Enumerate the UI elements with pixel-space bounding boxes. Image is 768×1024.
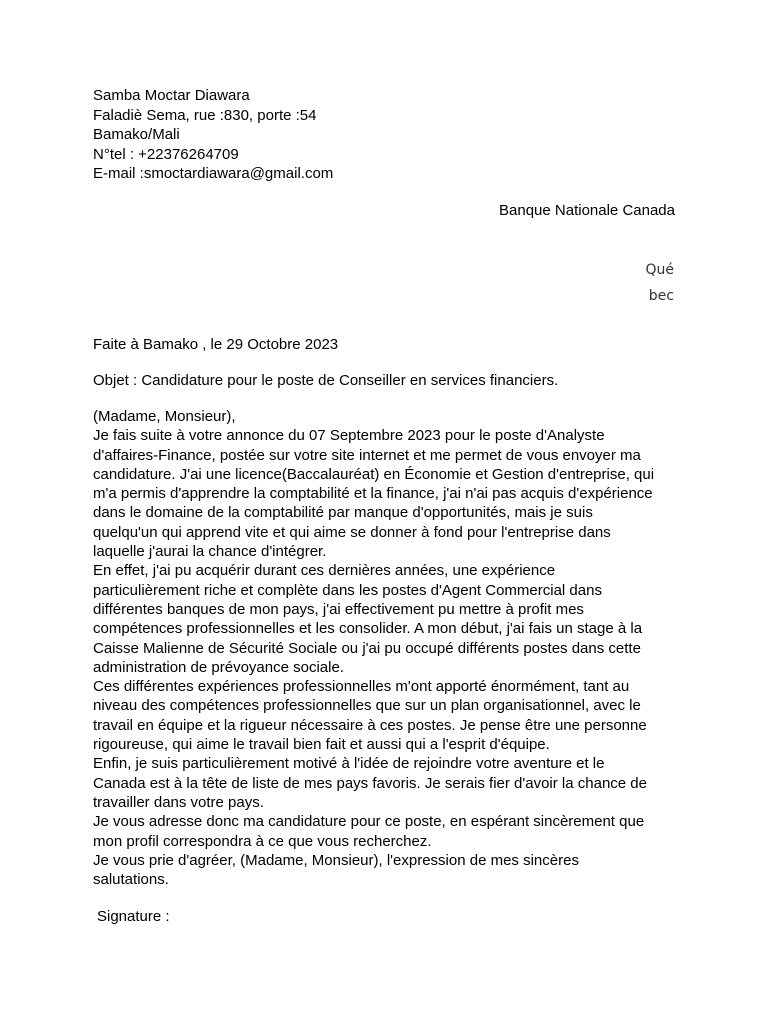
- body-line: salutations.: [93, 871, 169, 889]
- body-line: administration de prévoyance sociale.: [93, 658, 344, 676]
- sender-name: Samba Moctar Diawara: [93, 87, 250, 104]
- sender-city: Bamako/Mali: [93, 126, 180, 143]
- body-line: différentes banques de mon pays, j'ai effectivement pu mettre à profit mes: [93, 600, 584, 618]
- body-line: compétences professionnelles et les consolider. A mon début, j'ai fais un stage à la: [93, 620, 643, 638]
- body-line: Caisse Malienne de Sécurité Sociale ou j'ai pu occupé différents postes dans cette: [93, 639, 641, 657]
- body-line: Canada est à la tête de liste de mes pays favoris. Je serais fier d'avoir la chance de: [93, 774, 647, 792]
- subject-line: Objet : Candidature pour le poste de Conseiller en services financiers.: [93, 372, 559, 389]
- signature-label: Signature :: [97, 908, 170, 925]
- letter-body: [93, 407, 683, 889]
- body-line: Ces différentes expériences professionnelles m'ont apporté énormément, tant au: [93, 678, 630, 696]
- sender-phone: N°tel : +22376264709: [93, 145, 239, 163]
- recipient-city-line-2: bec: [648, 288, 674, 304]
- body-line: Enfin, je suis particulièrement motivé à l'idée de rejoindre votre aventure et le: [93, 755, 605, 773]
- body-line: Je vous adresse donc ma candidature pour ce poste, en espérant sincèrement que: [93, 813, 645, 831]
- place-date: Faite à Bamako , le 29 Octobre 2023: [93, 336, 339, 353]
- recipient-city-line-1: Qué: [645, 262, 674, 278]
- body-line: niveau des compétences professionnelles que sur un plan organisationnel, avec le: [93, 697, 641, 715]
- body-line: mon profil correspondra à ce que vous recherchez.: [93, 832, 432, 850]
- body-line: (Madame, Monsieur),: [93, 408, 236, 425]
- body-line: rigoureuse, qui aime le travail bien fait et aussi qui a l'esprit d'équipe.: [93, 736, 550, 754]
- sender-email: E-mail :smoctardiawara@gmail.com: [93, 165, 334, 182]
- body-line: candidature. J'ai une licence(Baccalauréat) en Économie et Gestion d'entreprise, qui: [93, 465, 655, 483]
- recipient-city: [645, 257, 674, 309]
- sender-block: [93, 86, 683, 184]
- body-line: laquelle j'aurai la chance d'intégrer.: [93, 543, 327, 561]
- recipient-name: Banque Nationale Canada: [499, 202, 675, 219]
- body-line: Je fais suite à votre annonce du 07 Septembre 2023 pour le poste d'Analyste: [93, 427, 605, 445]
- body-line: quelqu'un qui apprend vite et qui aime se donner à fond pour l'entreprise dans: [93, 523, 611, 541]
- body-line: travailler dans votre pays.: [93, 793, 264, 811]
- body-line: d'affaires-Finance, postée sur votre site internet et me permet de vous envoyer ma: [93, 446, 641, 464]
- body-line: En effet, j'ai pu acquérir durant ces dernières années, une expérience: [93, 562, 556, 580]
- body-line: Je vous prie d'agréer, (Madame, Monsieur), l'expression de mes sincères: [93, 851, 579, 869]
- body-line: dans le domaine de la comptabilité par manque d'opportunités, mais je suis: [93, 504, 593, 522]
- body-line: particulièrement riche et complète dans les postes d'Agent Commercial dans: [93, 581, 602, 599]
- sender-address: Faladiè Sema, rue :830, porte :54: [93, 106, 317, 124]
- body-line: travail en équipe et la rigueur nécessaire à ces postes. Je pense être une personne: [93, 716, 647, 734]
- body-line: m'a permis d'apprendre la comptabilité et la finance, j'ai n'ai pas acquis d'expérience: [93, 485, 653, 503]
